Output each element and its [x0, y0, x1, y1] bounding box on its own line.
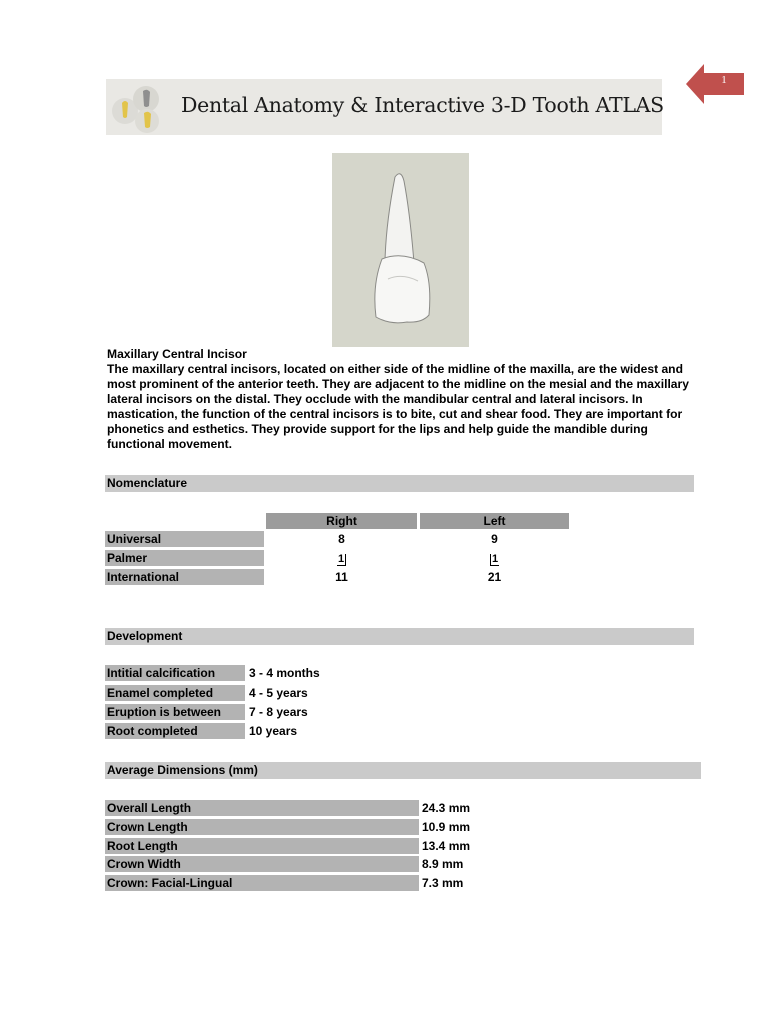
dimension-value: 7.3 mm — [422, 876, 464, 890]
dimensions-heading: Average Dimensions (mm) — [105, 762, 701, 779]
development-value: 10 years — [249, 724, 298, 738]
page-number-badge — [686, 64, 744, 104]
atlas-banner — [106, 79, 662, 135]
dimension-value: 10.9 mm — [422, 820, 471, 834]
palmer-right-symbol: 1 — [337, 553, 345, 565]
tooth-illustration — [332, 153, 469, 347]
development-value: 4 - 5 years — [249, 686, 308, 700]
nomenclature-heading: Nomenclature — [105, 475, 694, 492]
tooth-name: Maxillary Central Incisor — [107, 347, 247, 361]
palmer-left-value — [420, 550, 569, 566]
dimension-value: 13.4 mm — [422, 839, 471, 853]
palmer-left-symbol: 1 — [491, 553, 499, 565]
column-header-right: Right — [266, 513, 417, 529]
nomenclature-label-palmer: Palmer — [105, 550, 264, 566]
universal-left-value: 9 — [491, 532, 498, 546]
development-label: Intitial calcification — [105, 665, 245, 681]
international-right-value: 11 — [335, 570, 348, 584]
dimension-value: 24.3 mm — [422, 801, 471, 815]
dimension-label: Crown: Facial-Lingual — [105, 875, 419, 891]
dimension-value: 8.9 mm — [422, 857, 464, 871]
nomenclature-label-universal: Universal — [105, 531, 264, 547]
dimension-label: Crown Length — [105, 819, 419, 835]
development-value: 3 - 4 months — [249, 666, 320, 680]
banner-title: Dental Anatomy & Interactive 3-D Tooth ATLAS — [181, 93, 664, 117]
page-number: 1 — [721, 74, 727, 86]
international-left-value: 21 — [487, 570, 502, 584]
atlas-logo-icon — [110, 83, 160, 133]
development-label: Eruption is between — [105, 704, 245, 720]
nomenclature-label-international: International — [105, 569, 264, 585]
development-label: Enamel completed — [105, 685, 245, 701]
tooth-description — [107, 347, 697, 452]
dimension-label: Crown Width — [105, 856, 419, 872]
column-header-left: Left — [420, 513, 569, 529]
development-value: 7 - 8 years — [249, 705, 308, 719]
development-label: Root completed — [105, 723, 245, 739]
dimension-label: Root Length — [105, 838, 419, 854]
incisor-tooth-icon — [332, 153, 469, 347]
tooth-description-text: The maxillary central incisors, located on either side of the midline of the maxilla, are the widest and most prominent of the anterior teeth. They are adjacent to the midline on the mesial and the maxillary lateral incisors on the distal. They occlude with the mandibular central and lateral incisors. In mastication, the function of the central incisors is to bite, cut and shear food. They are important for phonetics and esthetics. They provide support for the lips and help guide the mandible during functional movement. — [107, 362, 689, 451]
dimension-label: Overall Length — [105, 800, 419, 816]
universal-right-value: 8 — [338, 532, 345, 546]
palmer-right-value — [266, 550, 417, 566]
development-heading: Development — [105, 628, 694, 645]
